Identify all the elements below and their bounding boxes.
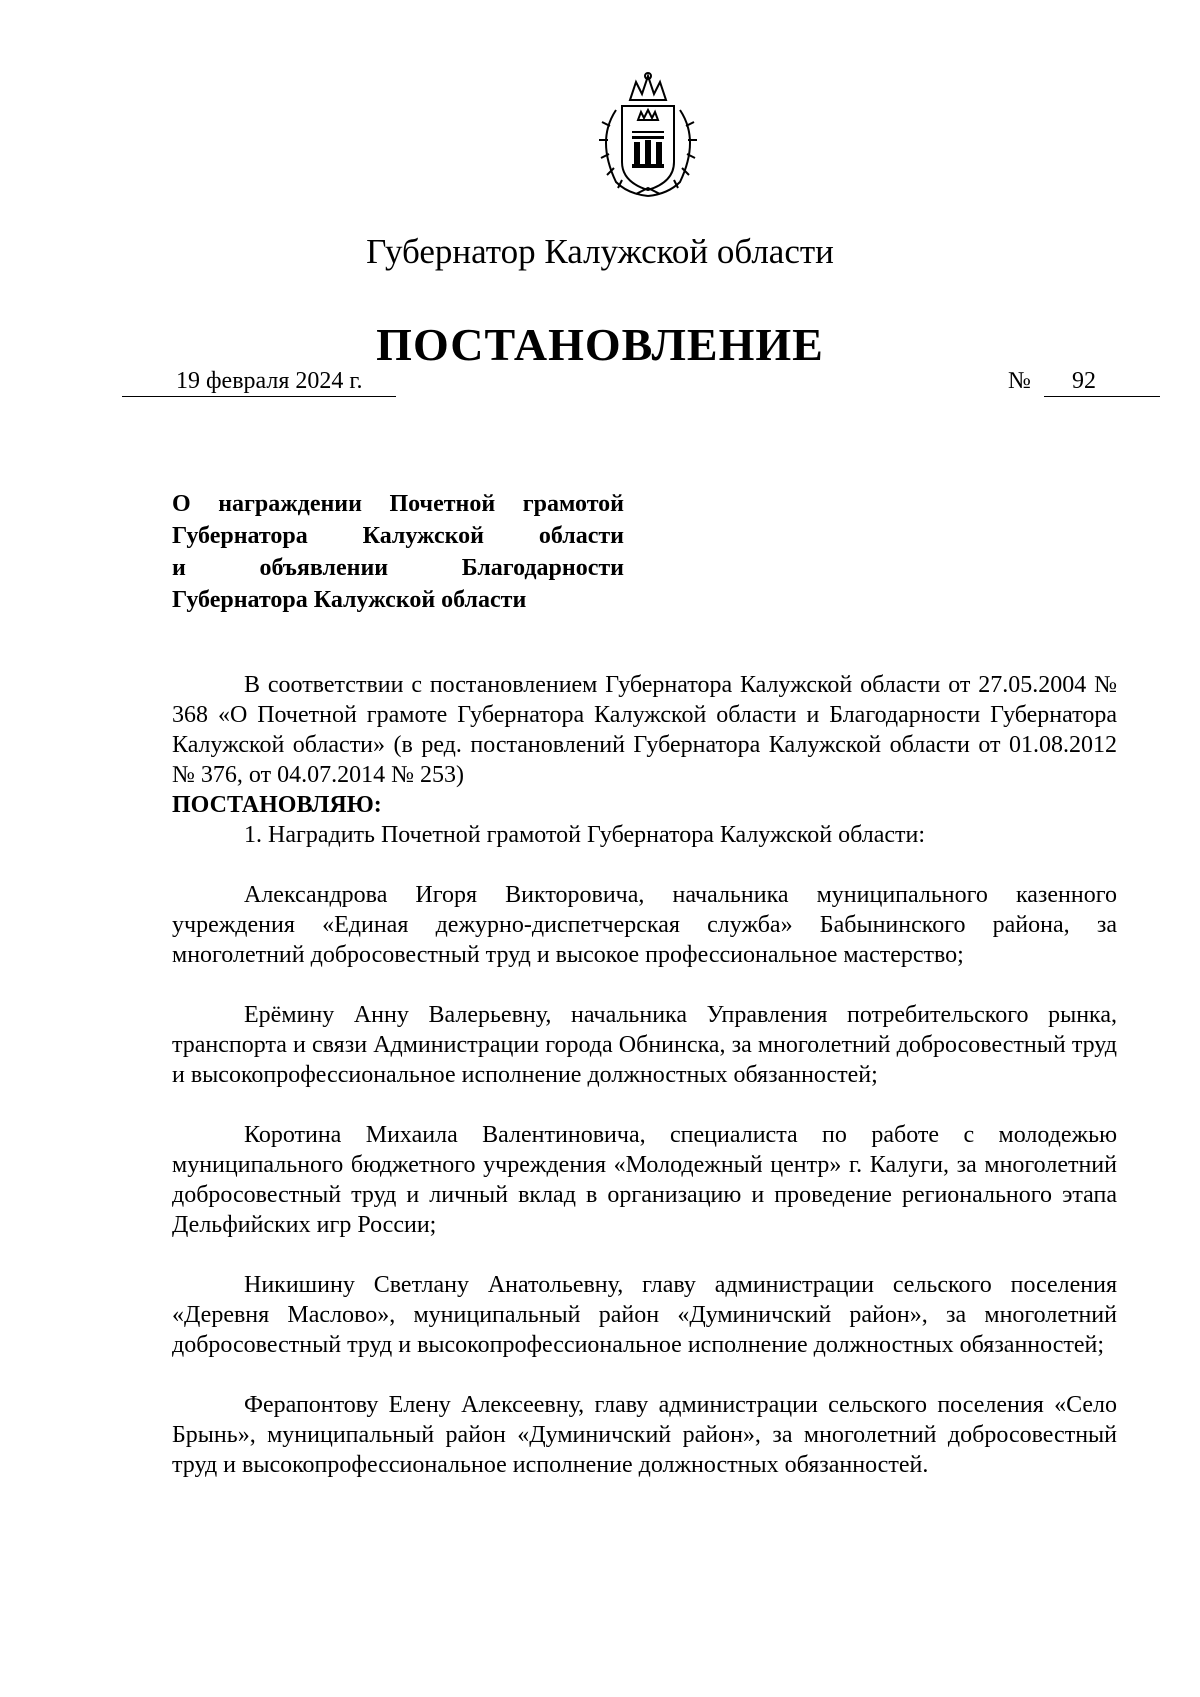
document-subject [172, 488, 624, 616]
document-number [1008, 366, 1160, 397]
awardee-paragraph: Ерёмину Анну Валерьевну, начальника Управления потребительского рынка, транспорта и связи Администрации города Обнинска, за многолетний добросовестный труд и высокопрофессиональное исполнение должностных обязанностей; [172, 1002, 1117, 1088]
number-sign: № [1008, 368, 1031, 394]
awardee-paragraph: Александрова Игоря Викторовича, начальника муниципального казенного учреждения «Единая дежурно-диспетчерская служба» Бабынинского района, за многолетний добросовестный труд и высокое профессиональное мастерство; [172, 882, 1117, 968]
awardee-paragraph: Ферапонтову Елену Алексеевну, главу администрации сельского поселения «Село Брынь», муниципальный район «Думиничский район», за многолетний добросовестный труд и высокопрофессиональное исполнение должностных обязанностей. [172, 1392, 1117, 1478]
subject-line: О награждении Почетной грамотой [172, 491, 624, 517]
subject-line: Губернатора Калужской области [172, 587, 527, 613]
coat-of-arms-icon [586, 70, 710, 200]
decree-word: ПОСТАНОВЛЯЮ: [172, 792, 382, 818]
preamble-paragraph: В соответствии с постановлением Губернатора Калужской области от 27.05.2004 № 368 «О Почетной грамоте Губернатора Калужской области и Благодарности Губернатора Калужской области» (в ред. постановлений Губернатора Калужской области от 01.08.2012 № 376, от 04.07.2014 № 253) [172, 672, 1117, 788]
awardee-paragraph: Никишину Светлану Анатольевну, главу администрации сельского поселения «Деревня Маслово», муниципальный район «Думиничский район», за многолетний добросовестный труд и высокопрофессиональное исполнение должностных обязанностей; [172, 1272, 1117, 1358]
document-type-heading: ПОСТАНОВЛЕНИЕ [376, 319, 824, 370]
number-value: 92 [1044, 366, 1160, 397]
document-date: 19 февраля 2024 г. [122, 366, 396, 397]
document-body [172, 670, 1117, 1480]
subject-line: и объявлении Благодарности [172, 555, 624, 581]
subject-line: Губернатора Калужской области [172, 523, 624, 549]
awardee-paragraph: Коротина Михаила Валентиновича, специалиста по работе с молодежью муниципального бюджетного учреждения «Молодежный центр» г. Калуги, за многолетний добросовестный труд и личный вклад в организацию и проведение регионального этапа Дельфийских игр России; [172, 1122, 1117, 1238]
organization-title: Губернатор Калужской области [366, 232, 834, 271]
item-1-heading: 1. Наградить Почетной грамотой Губернатора Калужской области: [244, 822, 926, 848]
